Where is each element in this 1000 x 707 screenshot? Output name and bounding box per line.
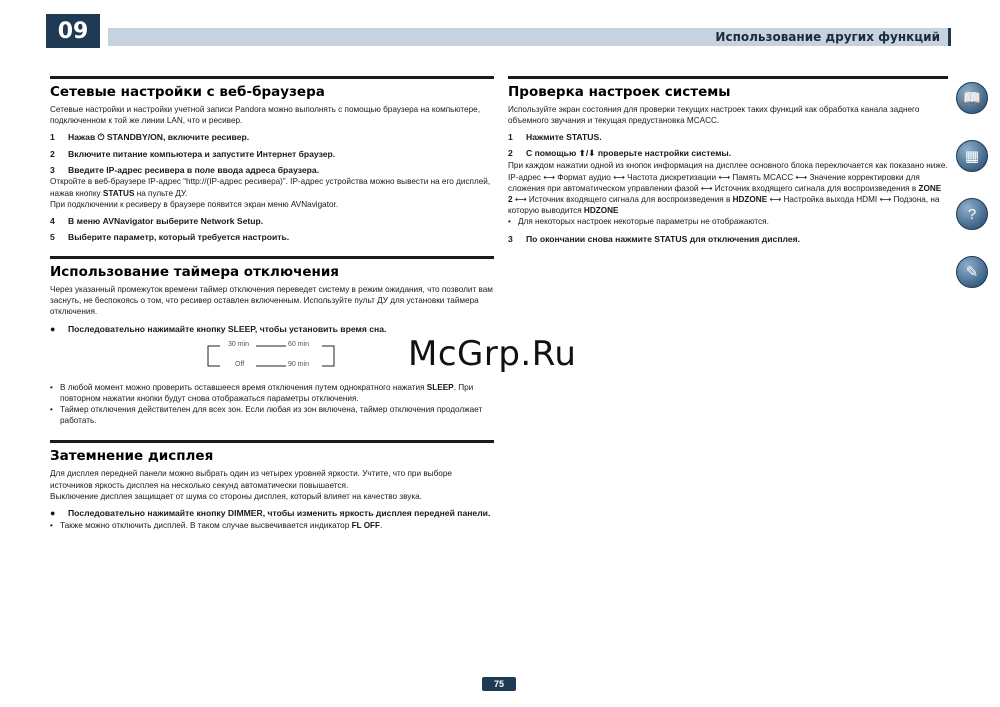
sleep-30-label: 30 min	[228, 340, 250, 348]
web-step-3-text: Откройте в веб-браузере IP-адрес “http://(IP-адрес ресивера)”. IP-адрес устройства можно вывести на его дисплей, нажав кнопку STATUS на пульте ДУ.	[50, 177, 491, 198]
web-intro: Сетевые настройки и настройки учетной записи Pandora можно выполнять с помощью браузера на компьютере, подключенном к той же линии LAN, что и ресивер.	[50, 105, 480, 126]
section-dimmer	[50, 440, 494, 531]
book-icon[interactable]: 📖	[956, 82, 988, 114]
check-note: • Для некоторых настроек некоторые параметры не отображаются.	[508, 217, 769, 227]
right-column	[508, 76, 948, 258]
dimmer-intro-1: Для дисплея передней панели можно выбрать один из четырех уровней яркости. Учтите, что при выборе источников яркость дисплея на несколько секунд автоматически повышается.	[50, 469, 452, 490]
web-step-2: 2 Включите питание компьютера и запустите Интернет браузер.	[50, 149, 336, 160]
sleep-bullet: ● Последовательно нажимайте кнопку SLEEP, чтобы установить время сна.	[50, 323, 387, 334]
web-step-1: 1 Нажав ⏻ STANDBY/ON, включите ресивер.	[50, 132, 250, 143]
dimmer-note: • Также можно отключить дисплей. В таком случае высвечивается индикатор FL OFF.	[50, 521, 383, 531]
sleep-60-label: 60 min	[288, 340, 310, 348]
web-step-3-note: При подключении к ресиверу в браузере появится экран меню AVNavigator.	[50, 199, 339, 209]
header-title: Использование других функций	[715, 30, 940, 44]
web-step-3: 3 Введите IP-адрес ресивера в поле ввода адреса браузера.	[50, 165, 320, 176]
left-column	[50, 76, 494, 545]
check-step-3: 3 По окончании снова нажмите STATUS для отключения дисплея.	[508, 233, 801, 244]
section-system-check	[508, 76, 948, 244]
check-step-2-text: При каждом нажатии одной из кнопок информация на дисплее основного блока переключается как показано ниже.	[508, 161, 948, 171]
check-step-2: 2 С помощью ⬆/⬇ проверьте настройки системы.	[508, 148, 732, 159]
help-icon[interactable]: ?	[956, 198, 988, 230]
sleep-intro: Через указанный промежуток времени таймер отключения переведет систему в режим ожидания, что позволит вам заснуть, не беспокоясь о том, что ресивер оставлен включенным. Используйте пульт ДУ для установки таймера отключения.	[50, 285, 493, 317]
dimmer-intro-2: Выключение дисплея защищает от шума со стороны дисплея, который влияет на качество звука.	[50, 491, 422, 501]
sleep-note-2: • Таймер отключения действителен для всех зон. Если любая из зон включена, таймер отключения продолжает работать.	[50, 405, 483, 426]
sleep-off-label: Off	[235, 360, 245, 368]
sleep-90-label: 90 min	[288, 360, 310, 368]
header-bar	[108, 28, 951, 46]
web-step-5: 5 Выберите параметр, который требуется настроить.	[50, 232, 290, 243]
section-title: Затемнение дисплея	[50, 440, 494, 464]
check-intro: Используйте экран состояния для проверки текущих настроек таких функций как обработка канала заднего объемного звучания и текущая предустановка MCACC.	[508, 105, 920, 126]
chapter-number: 09	[46, 14, 100, 48]
section-title: Сетевые настройки с веб-браузера	[50, 76, 494, 100]
side-nav	[956, 82, 990, 314]
check-step-1: 1 Нажмите STATUS.	[508, 132, 602, 143]
page-number: 75	[482, 677, 516, 691]
watermark: McGrp.Ru	[408, 334, 577, 374]
check-sequence: IP-адрес ⟷ Формат аудио ⟷ Частота дискретизации ⟷ Память MCACC ⟷ Значение корректировки для сложения при автоматическом управлении фазой ⟷ Источник входящего сигнала для воспроизведения в ZONE 2 ⟷ Источник входящего сигнала для воспроизведения в HDZONE ⟷ Настройка выхода HDMI ⟷ Подзона, на которую выводится HDZONE	[508, 172, 942, 216]
section-web-settings	[50, 76, 494, 242]
web-step-4: 4 В меню AVNavigator выберите Network Setup.	[50, 216, 264, 227]
sleep-note-1: • В любой момент можно проверить оставшееся время отключения путем однократного нажатия SLEEP. При повторном нажатии кнопки будут снова отображаться параметры отключения.	[50, 382, 474, 403]
dimmer-bullet: ● Последовательно нажимайте кнопку DIMMER, чтобы изменить яркость дисплея передней панели.	[50, 508, 491, 519]
remote-icon[interactable]: ▦	[956, 140, 988, 172]
section-title: Проверка настроек системы	[508, 76, 948, 100]
tools-icon[interactable]: ✎	[956, 256, 988, 288]
section-title: Использование таймера отключения	[50, 256, 494, 280]
